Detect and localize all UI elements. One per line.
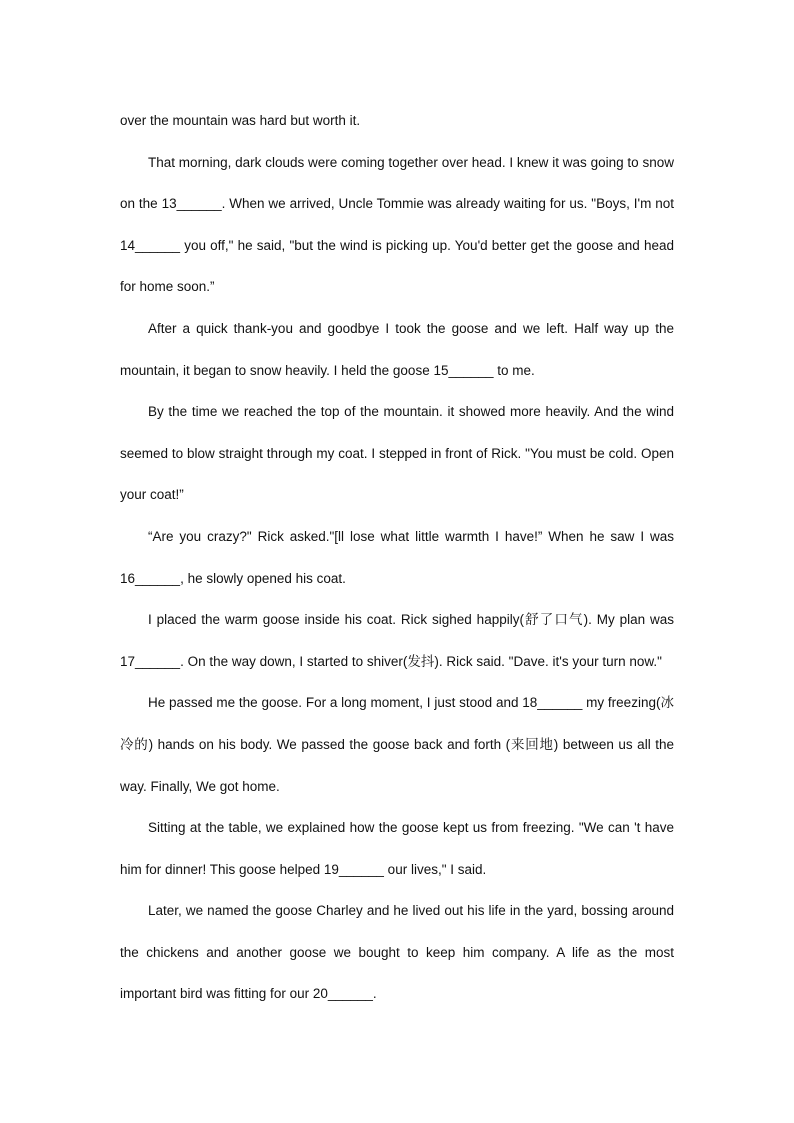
paragraph-goodbye: After a quick thank-you and goodbye I took the goose and we left. Half way up the mountain, it began to snow heavily. I held the goose 15______ to me. xyxy=(120,320,674,378)
paragraph-rick-reply: “Are you crazy?" Rick asked."[ll lose what little warmth I have!” When he saw I was 16______, he slowly opened his coat. xyxy=(120,528,674,586)
paragraph-dinner-table: Sitting at the table, we explained how the goose kept us from freezing. "We can 't have him for dinner! This goose helped 19______ our lives," I said. xyxy=(120,820,674,877)
paragraph-dark-clouds: That morning, dark clouds were coming together over head. I knew it was going to snow on the 13______. When we arrived, Uncle Tommie was already waiting for us. "Boys, I'm not 14______ you off," he said, "but the wind is picking up. You'd better get the goose and head for home soon.” xyxy=(120,154,674,295)
paragraph-warm-goose: I placed the warm goose inside his coat. Rick sighed happily(舒了口气). My plan was 17______. On the way down, I started to shiver(发抖). Rick said. "Dave. it's your turn now." xyxy=(120,612,674,669)
document-page xyxy=(120,100,674,1015)
paragraph-continuation: over the mountain was hard but worth it. xyxy=(120,113,361,128)
paragraph-passed-goose: He passed me the goose. For a long moment, I just stood and 18______ my freezing(冰冷的) hands on his body. We passed the goose back and forth (来回地) between us all the way. Finally, We got home. xyxy=(120,695,674,794)
paragraph-mountain-top: By the time we reached the top of the mountain. it showed more heavily. And the wind seemed to blow straight through my coat. I stepped in front of Rick. "You must be cold. Open your coat!” xyxy=(120,404,674,503)
paragraph-charley: Later, we named the goose Charley and he lived out his life in the yard, bossing around the chickens and another goose we bought to keep him company. A life as the most important bird was fitting for our 20______. xyxy=(120,903,674,1002)
